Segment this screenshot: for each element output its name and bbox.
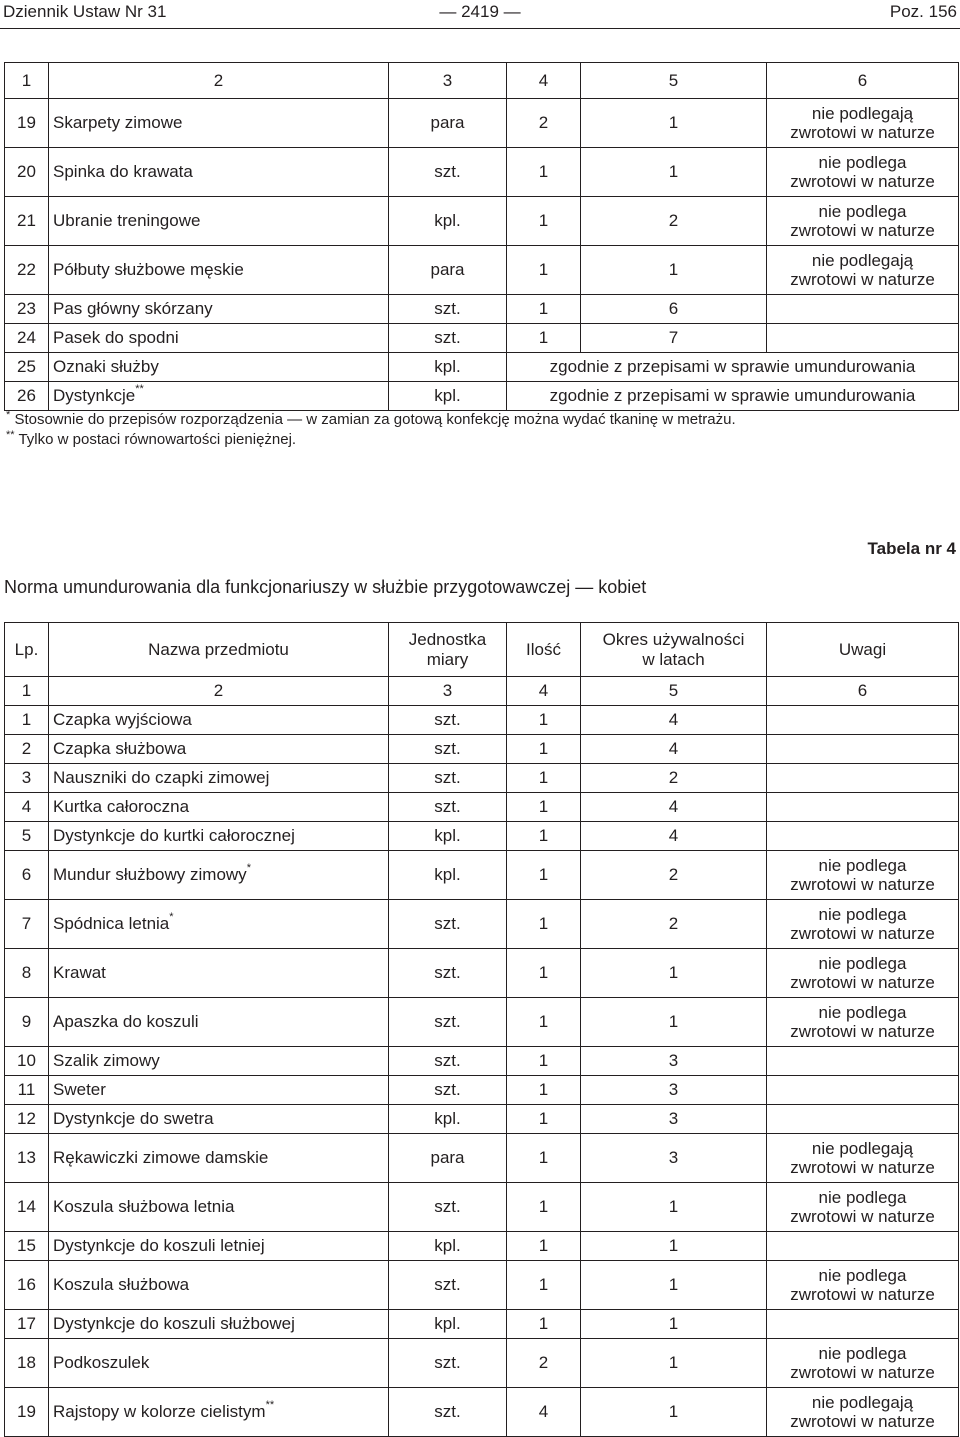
footnote-marker: ** [135,383,144,396]
item-name: Kurtka całoroczna [53,797,190,816]
lp-cell: 24 [5,324,49,353]
notes-line: zwrotowi w naturze [790,270,935,289]
years-cell: 7 [581,324,767,353]
notes-line: nie podlega [818,856,907,875]
item-name-cell [49,1134,389,1183]
unit-cell: szt. [389,1261,507,1310]
qty-cell: 1 [507,324,581,353]
lp-cell: 13 [5,1134,49,1183]
lp-cell: 1 [5,706,49,735]
notes-line: nie podlega [818,954,907,973]
notes-line: nie podlegają [811,251,914,270]
qty-cell: 1 [507,735,581,764]
unit-cell: kpl. [389,353,507,382]
unit-cell: kpl. [389,1105,507,1134]
notes-cell [767,1310,959,1339]
position-number: Poz. 156 [889,2,957,21]
table-row [5,1076,959,1105]
lp-cell: 16 [5,1261,49,1310]
table-row [5,295,959,324]
lp-cell: 21 [5,197,49,246]
table-caption: Norma umundurowania dla funkcjonariuszy w służbie przygotowawczej — kobiet [4,577,647,597]
item-name-cell [49,1183,389,1232]
years-cell: 1 [581,998,767,1047]
notes-cell [767,764,959,793]
notes-cell [767,793,959,822]
notes-cell [767,851,959,900]
page-header [0,0,960,26]
item-name-cell [49,1047,389,1076]
item-name-cell [49,998,389,1047]
unit-cell: kpl. [389,197,507,246]
qty-cell: 1 [507,900,581,949]
item-name-cell [49,793,389,822]
header-notes: Uwagi [767,623,959,677]
lp-cell: 22 [5,246,49,295]
notes-line: nie podlegają [811,1393,914,1412]
column-number: 6 [767,677,959,706]
item-name-cell [49,353,389,382]
table-row [5,1134,959,1183]
table-row [5,324,959,353]
notes-cell [767,197,959,246]
lp-cell: 23 [5,295,49,324]
notes-line: zwrotowi w naturze [790,1412,935,1431]
item-name: Dystynkcje do koszuli służbowej [53,1314,295,1333]
header-qty: Ilość [507,623,581,677]
item-name: Spinka do krawata [53,162,193,181]
notes-line: nie podlega [818,202,907,221]
qty-cell: 1 [507,246,581,295]
header-rule [0,28,960,29]
item-name-cell [49,148,389,197]
item-name: Mundur służbowy zimowy [53,865,247,884]
unit-cell: szt. [389,900,507,949]
notes-line: zwrotowi w naturze [790,1207,935,1226]
unit-cell: szt. [389,1388,507,1437]
header-row [5,623,959,677]
notes-cell [767,148,959,197]
table-number-label: Tabela nr 4 [867,539,956,558]
unit-cell: kpl. [389,851,507,900]
notes-cell [767,706,959,735]
unit-cell: szt. [389,324,507,353]
years-cell: 1 [581,148,767,197]
merged-note-cell: zgodnie z przepisami w sprawie umundurowania [507,382,959,411]
years-cell: 3 [581,1134,767,1183]
lp-cell: 15 [5,1232,49,1261]
years-cell: 2 [581,197,767,246]
notes-line: nie podlega [818,1266,907,1285]
lp-cell: 6 [5,851,49,900]
column-number: 1 [5,63,49,99]
footnote-text: Stosownie do przepisów rozporządzenia — w zamian za gotową konfekcję można wydać tkaninę w metrażu. [14,411,736,428]
unit-cell: kpl. [389,822,507,851]
header-years: Okres używalności w latach [581,623,767,677]
unit-cell: szt. [389,764,507,793]
notes-line: nie podlega [818,153,907,172]
item-name-cell [49,900,389,949]
lp-cell: 20 [5,148,49,197]
years-cell: 1 [581,246,767,295]
lp-cell: 18 [5,1339,49,1388]
notes-cell [767,1339,959,1388]
lp-cell: 25 [5,353,49,382]
notes-cell [767,1105,959,1134]
item-name: Dystynkcje do koszuli letniej [53,1236,265,1255]
qty-cell: 1 [507,1047,581,1076]
item-name: Spódnica letnia [53,914,170,933]
item-name: Koszula służbowa [53,1275,190,1294]
footnote-mark: ** [6,429,15,441]
notes-line: zwrotowi w naturze [790,1285,935,1304]
notes-line: zwrotowi w naturze [790,1363,935,1382]
unit-cell: para [389,1134,507,1183]
years-cell: 3 [581,1047,767,1076]
lp-cell: 5 [5,822,49,851]
unit-cell: szt. [389,949,507,998]
footnotes [6,410,736,450]
qty-cell: 1 [507,1134,581,1183]
qty-cell: 1 [507,197,581,246]
qty-cell: 1 [507,1076,581,1105]
qty-cell: 1 [507,148,581,197]
notes-cell [767,1076,959,1105]
notes-cell [767,1134,959,1183]
table-row [5,851,959,900]
unit-cell: szt. [389,1339,507,1388]
lp-cell: 11 [5,1076,49,1105]
item-name-cell [49,1339,389,1388]
qty-cell: 1 [507,949,581,998]
years-cell: 1 [581,1310,767,1339]
years-cell: 1 [581,99,767,148]
item-name: Czapka wyjściowa [53,710,192,729]
item-name-cell [49,1388,389,1437]
notes-cell [767,1261,959,1310]
notes-cell [767,998,959,1047]
notes-line: zwrotowi w naturze [790,1022,935,1041]
item-name: Sweter [53,1080,106,1099]
item-name: Koszula służbowa letnia [53,1197,235,1216]
unit-cell: para [389,246,507,295]
item-name: Pas główny skórzany [53,299,213,318]
unit-cell: szt. [389,735,507,764]
lp-cell: 14 [5,1183,49,1232]
item-name-cell [49,706,389,735]
unit-cell: szt. [389,295,507,324]
notes-line: nie podlegają [811,1139,914,1158]
item-name: Podkoszulek [53,1353,150,1372]
notes-line: nie podlega [818,1344,907,1363]
table-row [5,1339,959,1388]
unit-cell: szt. [389,1047,507,1076]
table-row [5,793,959,822]
lp-cell: 2 [5,735,49,764]
item-name: Rękawiczki zimowe damskie [53,1148,269,1167]
lp-cell: 9 [5,998,49,1047]
qty-cell: 1 [507,1310,581,1339]
years-cell: 1 [581,1339,767,1388]
qty-cell: 2 [507,99,581,148]
years-cell: 2 [581,851,767,900]
journal-title: Dziennik Ustaw Nr 31 [3,2,167,21]
years-cell: 3 [581,1076,767,1105]
table-row [5,1310,959,1339]
years-cell: 2 [581,764,767,793]
lp-cell: 8 [5,949,49,998]
notes-cell [767,949,959,998]
table-row [5,900,959,949]
years-cell: 1 [581,1183,767,1232]
unit-cell: szt. [389,1183,507,1232]
table-row [5,1261,959,1310]
footnote-text: Tylko w postaci równowartości pieniężnej. [18,431,297,448]
item-name-cell [49,324,389,353]
table-row [5,1388,959,1437]
item-name: Dystynkcje [53,386,136,405]
header-name: Nazwa przedmiotu [49,623,389,677]
item-name: Pasek do spodni [53,328,179,347]
item-name: Półbuty służbowe męskie [53,260,244,279]
unit-cell: szt. [389,1076,507,1105]
unit-cell: szt. [389,998,507,1047]
notes-line: zwrotowi w naturze [790,172,935,191]
header-unit: Jednostka miary [389,623,507,677]
item-name-cell [49,197,389,246]
table-row [5,246,959,295]
notes-cell [767,900,959,949]
item-name-cell [49,246,389,295]
notes-cell [767,246,959,295]
item-name: Nauszniki do czapki zimowej [53,768,270,787]
table-row [5,822,959,851]
years-cell: 1 [581,1261,767,1310]
qty-cell: 1 [507,793,581,822]
qty-cell: 1 [507,851,581,900]
table-row [5,1105,959,1134]
unit-cell: szt. [389,148,507,197]
table-row [5,949,959,998]
table-row [5,1047,959,1076]
column-number: 2 [49,677,389,706]
item-name-cell [49,735,389,764]
notes-cell [767,822,959,851]
years-cell: 3 [581,1105,767,1134]
footnote-mark: * [6,409,11,421]
column-number: 6 [767,63,959,99]
years-cell: 4 [581,735,767,764]
lp-cell: 17 [5,1310,49,1339]
column-number: 1 [5,677,49,706]
table-uniform-norm [4,622,959,1437]
column-number: 3 [389,677,507,706]
item-name-cell [49,949,389,998]
years-cell: 4 [581,793,767,822]
table-continued [4,62,959,411]
notes-cell [767,1388,959,1437]
footnote [6,410,736,430]
page-number: — 2419 — [439,2,521,21]
lp-cell: 4 [5,793,49,822]
qty-cell: 1 [507,764,581,793]
table-row [5,998,959,1047]
item-name: Szalik zimowy [53,1051,160,1070]
qty-cell: 1 [507,998,581,1047]
column-number: 4 [507,63,581,99]
notes-line: zwrotowi w naturze [790,973,935,992]
table-row [5,1232,959,1261]
item-name-cell [49,764,389,793]
years-cell: 1 [581,949,767,998]
years-cell: 1 [581,1388,767,1437]
notes-line: zwrotowi w naturze [790,1158,935,1177]
years-cell: 1 [581,1232,767,1261]
item-name-cell [49,1310,389,1339]
qty-cell: 1 [507,295,581,324]
header-lp: Lp. [5,623,49,677]
lp-cell: 26 [5,382,49,411]
item-name: Rajstopy w kolorze cielistym [53,1402,266,1421]
unit-cell: para [389,99,507,148]
unit-cell: kpl. [389,1310,507,1339]
qty-cell: 1 [507,1183,581,1232]
item-name-cell [49,382,389,411]
notes-line: zwrotowi w naturze [790,123,935,142]
unit-cell: kpl. [389,382,507,411]
notes-cell [767,735,959,764]
lp-cell: 7 [5,900,49,949]
item-name-cell [49,1261,389,1310]
table-row [5,382,959,411]
column-number: 4 [507,677,581,706]
item-name-cell [49,99,389,148]
qty-cell: 1 [507,1261,581,1310]
item-name: Skarpety zimowe [53,113,183,132]
column-number: 3 [389,63,507,99]
table-row [5,764,959,793]
footnote-marker: ** [265,1399,275,1412]
table-row [5,735,959,764]
qty-cell: 1 [507,822,581,851]
lp-cell: 12 [5,1105,49,1134]
item-name: Ubranie treningowe [53,211,201,230]
years-cell: 2 [581,900,767,949]
item-name-cell [49,1232,389,1261]
unit-cell: szt. [389,706,507,735]
item-name: Czapka służbowa [53,739,187,758]
notes-line: nie podlega [818,1003,907,1022]
notes-line: zwrotowi w naturze [790,875,935,894]
unit-cell: kpl. [389,1232,507,1261]
item-name: Dystynkcje do swetra [53,1109,214,1128]
table-row [5,148,959,197]
years-cell: 6 [581,295,767,324]
unit-cell: szt. [389,793,507,822]
notes-cell [767,295,959,324]
table-row [5,1183,959,1232]
column-number-row [5,63,959,99]
item-name: Apaszka do koszuli [53,1012,199,1031]
footnote [6,430,736,450]
lp-cell: 3 [5,764,49,793]
notes-cell [767,324,959,353]
item-name-cell [49,851,389,900]
item-name-cell [49,1076,389,1105]
notes-line: nie podlega [818,905,907,924]
qty-cell: 1 [507,1232,581,1261]
notes-cell [767,99,959,148]
column-number: 5 [581,63,767,99]
notes-line: nie podlega [818,1188,907,1207]
lp-cell: 10 [5,1047,49,1076]
qty-cell: 1 [507,706,581,735]
years-cell: 4 [581,822,767,851]
footnote-marker: * [169,911,174,924]
years-cell: 4 [581,706,767,735]
item-name-cell [49,295,389,324]
table-row [5,197,959,246]
notes-cell [767,1232,959,1261]
column-number: 2 [49,63,389,99]
item-name: Dystynkcje do kurtki całorocznej [53,826,295,845]
notes-cell [767,1183,959,1232]
qty-cell: 1 [507,1105,581,1134]
column-number-row [5,677,959,706]
notes-line: zwrotowi w naturze [790,221,935,240]
qty-cell: 2 [507,1339,581,1388]
table-row [5,706,959,735]
lp-cell: 19 [5,99,49,148]
qty-cell: 4 [507,1388,581,1437]
item-name-cell [49,1105,389,1134]
table-row [5,99,959,148]
item-name: Oznaki służby [53,357,159,376]
column-number: 5 [581,677,767,706]
notes-cell [767,1047,959,1076]
notes-line: zwrotowi w naturze [790,924,935,943]
lp-cell: 19 [5,1388,49,1437]
merged-note-cell: zgodnie z przepisami w sprawie umundurowania [507,353,959,382]
item-name: Krawat [53,963,106,982]
notes-line: nie podlegają [811,104,914,123]
table-row [5,353,959,382]
footnote-marker: * [246,862,251,875]
item-name-cell [49,822,389,851]
